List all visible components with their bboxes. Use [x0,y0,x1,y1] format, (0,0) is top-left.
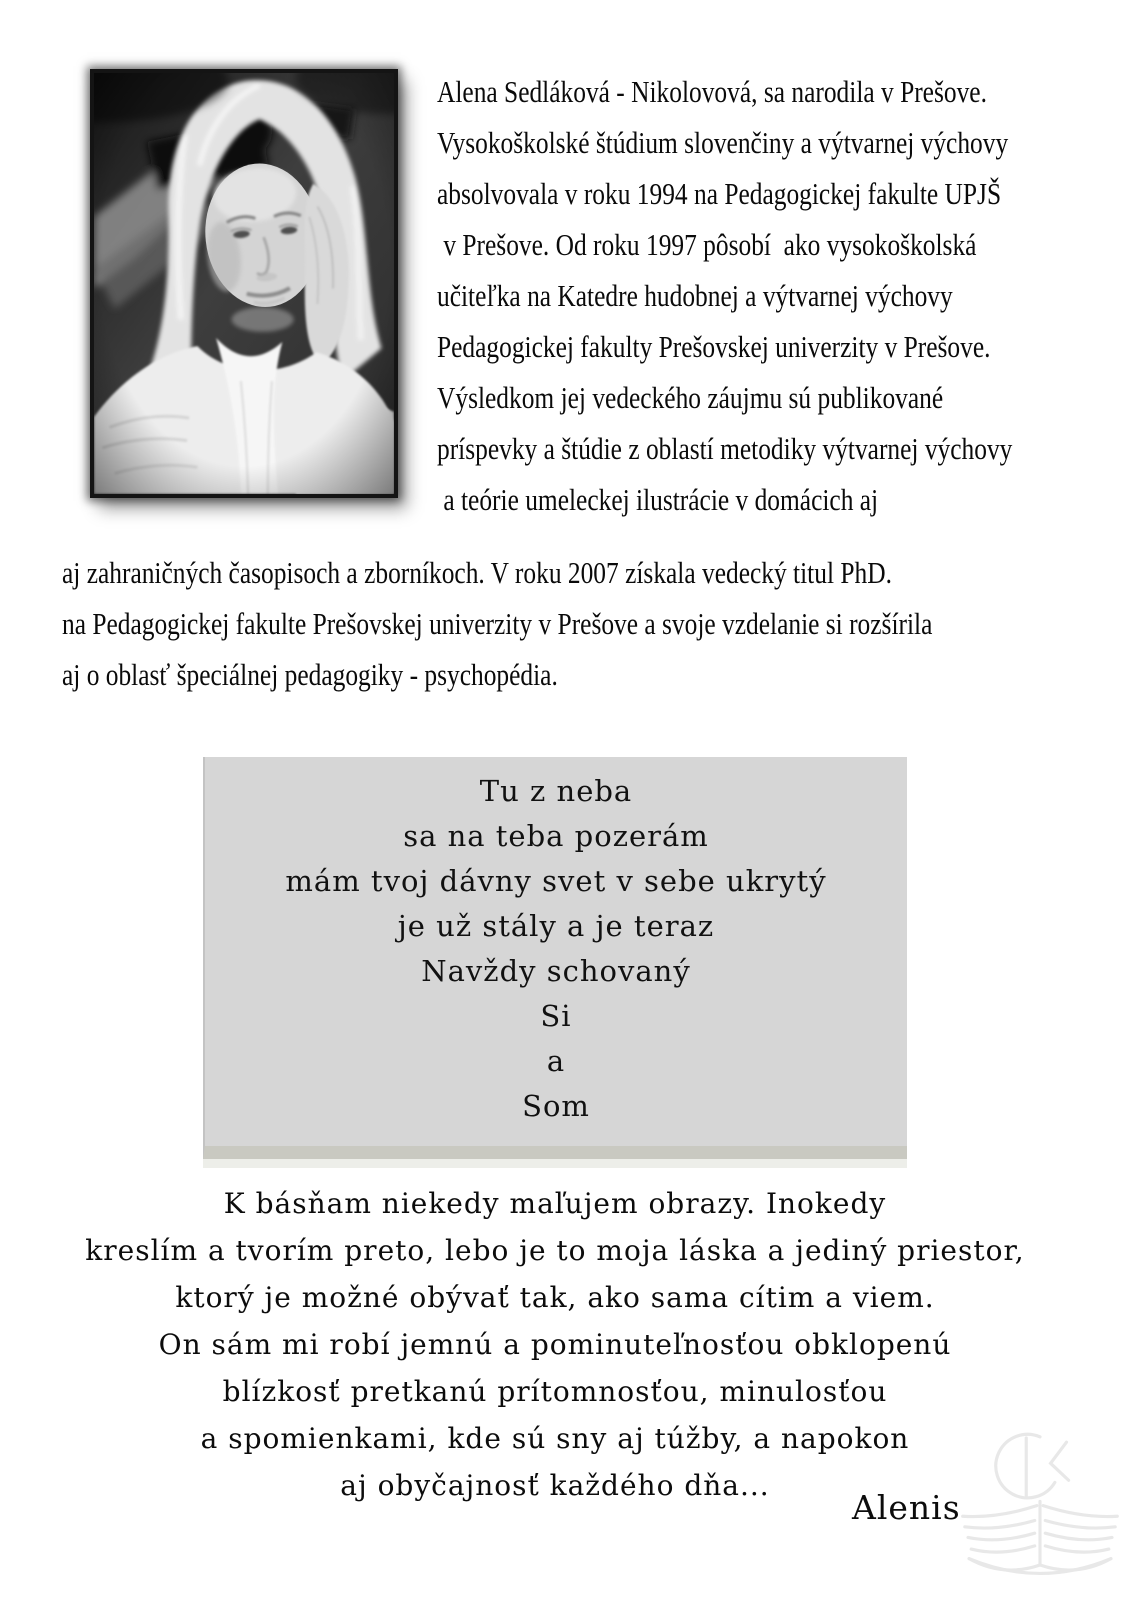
bio-line: Alena Sedláková - Nikolovová, sa narodila v Prešove. [437,74,987,109]
closing-text [0,1180,1110,1509]
closing-line: ktorý je možné obývať tak, ako sama cítim a viem. [175,1281,935,1314]
bio-full-width-text [62,547,933,700]
poem-box-bottom-edge [203,1159,907,1168]
bio-column-text [437,66,1131,525]
bio-line: na Pedagogickej fakulte Prešovskej univerzity v Prešove a svoje vzdelanie si rozšírila [62,606,933,641]
poem-line: Tu z neba [479,774,633,808]
closing-line: K básňam niekedy maľujem obrazy. Inokedy [223,1187,887,1220]
poem-line: a [546,1044,566,1078]
poem-line: mám tvoj dávny svet v sebe ukrytý [285,864,827,898]
poem-line: Som [522,1089,590,1123]
open-book-watermark-icon [950,1420,1130,1585]
poem-line: Si [540,999,572,1033]
bio-line: príspevky a štúdie z oblastí metodiky výtvarnej výchovy [437,431,1013,466]
author-photo [90,69,398,498]
bio-line: absolvovala v roku 1994 na Pedagogickej fakulte UPJŠ [437,176,1002,211]
bio-line: aj zahraničných časopisoch a zborníkoch. V roku 2007 získala vedecký titul PhD. [62,555,892,590]
bio-line: aj o oblasť špeciálnej pedagogiky - psychopédia. [62,657,558,692]
bio-line: učiteľka na Katedre hudobnej a výtvarnej výchovy [437,278,953,313]
bio-line: Vysokoškolské štúdium slovenčiny a výtvarnej výchovy [437,125,1009,160]
poem-box [203,757,907,1159]
closing-line: kreslím a tvorím preto, lebo je to moja láska a jediný priestor, [85,1234,1025,1267]
closing-line: aj obyčajnosť každého dňa... [340,1469,770,1502]
closing-line: a spomienkami, kde sú sny aj túžby, a napokon [200,1422,910,1455]
bio-line: Pedagogickej fakulty Prešovskej univerzity v Prešove. [437,329,991,364]
bio-line: Výsledkom jej vedeckého záujmu sú publikované [437,380,944,415]
bio-line: a teórie umeleckej ilustrácie v domácich aj [437,482,879,517]
signature: Alenis [852,1488,961,1527]
poem-line: je už stály a je teraz [397,909,715,943]
poem-line: sa na teba pozerám [403,819,709,853]
portrait-image [94,73,394,494]
poem-line: Navždy schovaný [421,954,691,988]
bio-line: v Prešove. Od roku 1997 pôsobí ako vysokoškolská [437,227,977,262]
closing-line: On sám mi robí jemnú a pominuteľnosťou obklopenú [158,1328,952,1361]
closing-line: blízkosť pretkanú prítomnosťou, minulosťou [222,1375,888,1408]
